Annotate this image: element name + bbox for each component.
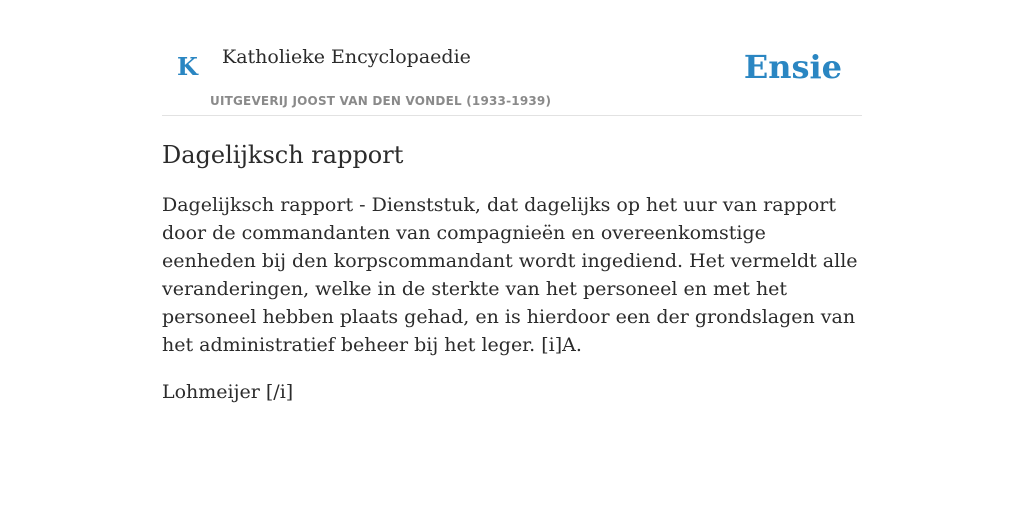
ensie-logo-link[interactable]: Ensie [743, 48, 842, 86]
encyclopedia-logo[interactable]: K [177, 52, 198, 81]
article-body: Dagelijksch rapport - Dienststuk, dat dagelijks op het uur van rapport door de commandanten van compagnieën en overeenkomstige eenheden bij den korpscommandant wordt ingediend. Het vermeldt alle veranderingen, welke in de sterkte van het personeel en met het personeel hebben plaats gehad, en is hierdoor een der grondslagen van het administratief beheer bij het leger. [i]A. [162, 194, 858, 357]
article-author: Lohmeijer [/i] [162, 381, 294, 404]
encyclopedia-title-link[interactable]: Katholieke Encyclopaedie [222, 46, 471, 68]
article-title: Dagelijksch rapport [162, 141, 404, 169]
page [162, 0, 862, 512]
publisher-label: UITGEVERIJ JOOST VAN DEN VONDEL (1933-1939) [210, 94, 552, 108]
site-header [162, 0, 862, 116]
